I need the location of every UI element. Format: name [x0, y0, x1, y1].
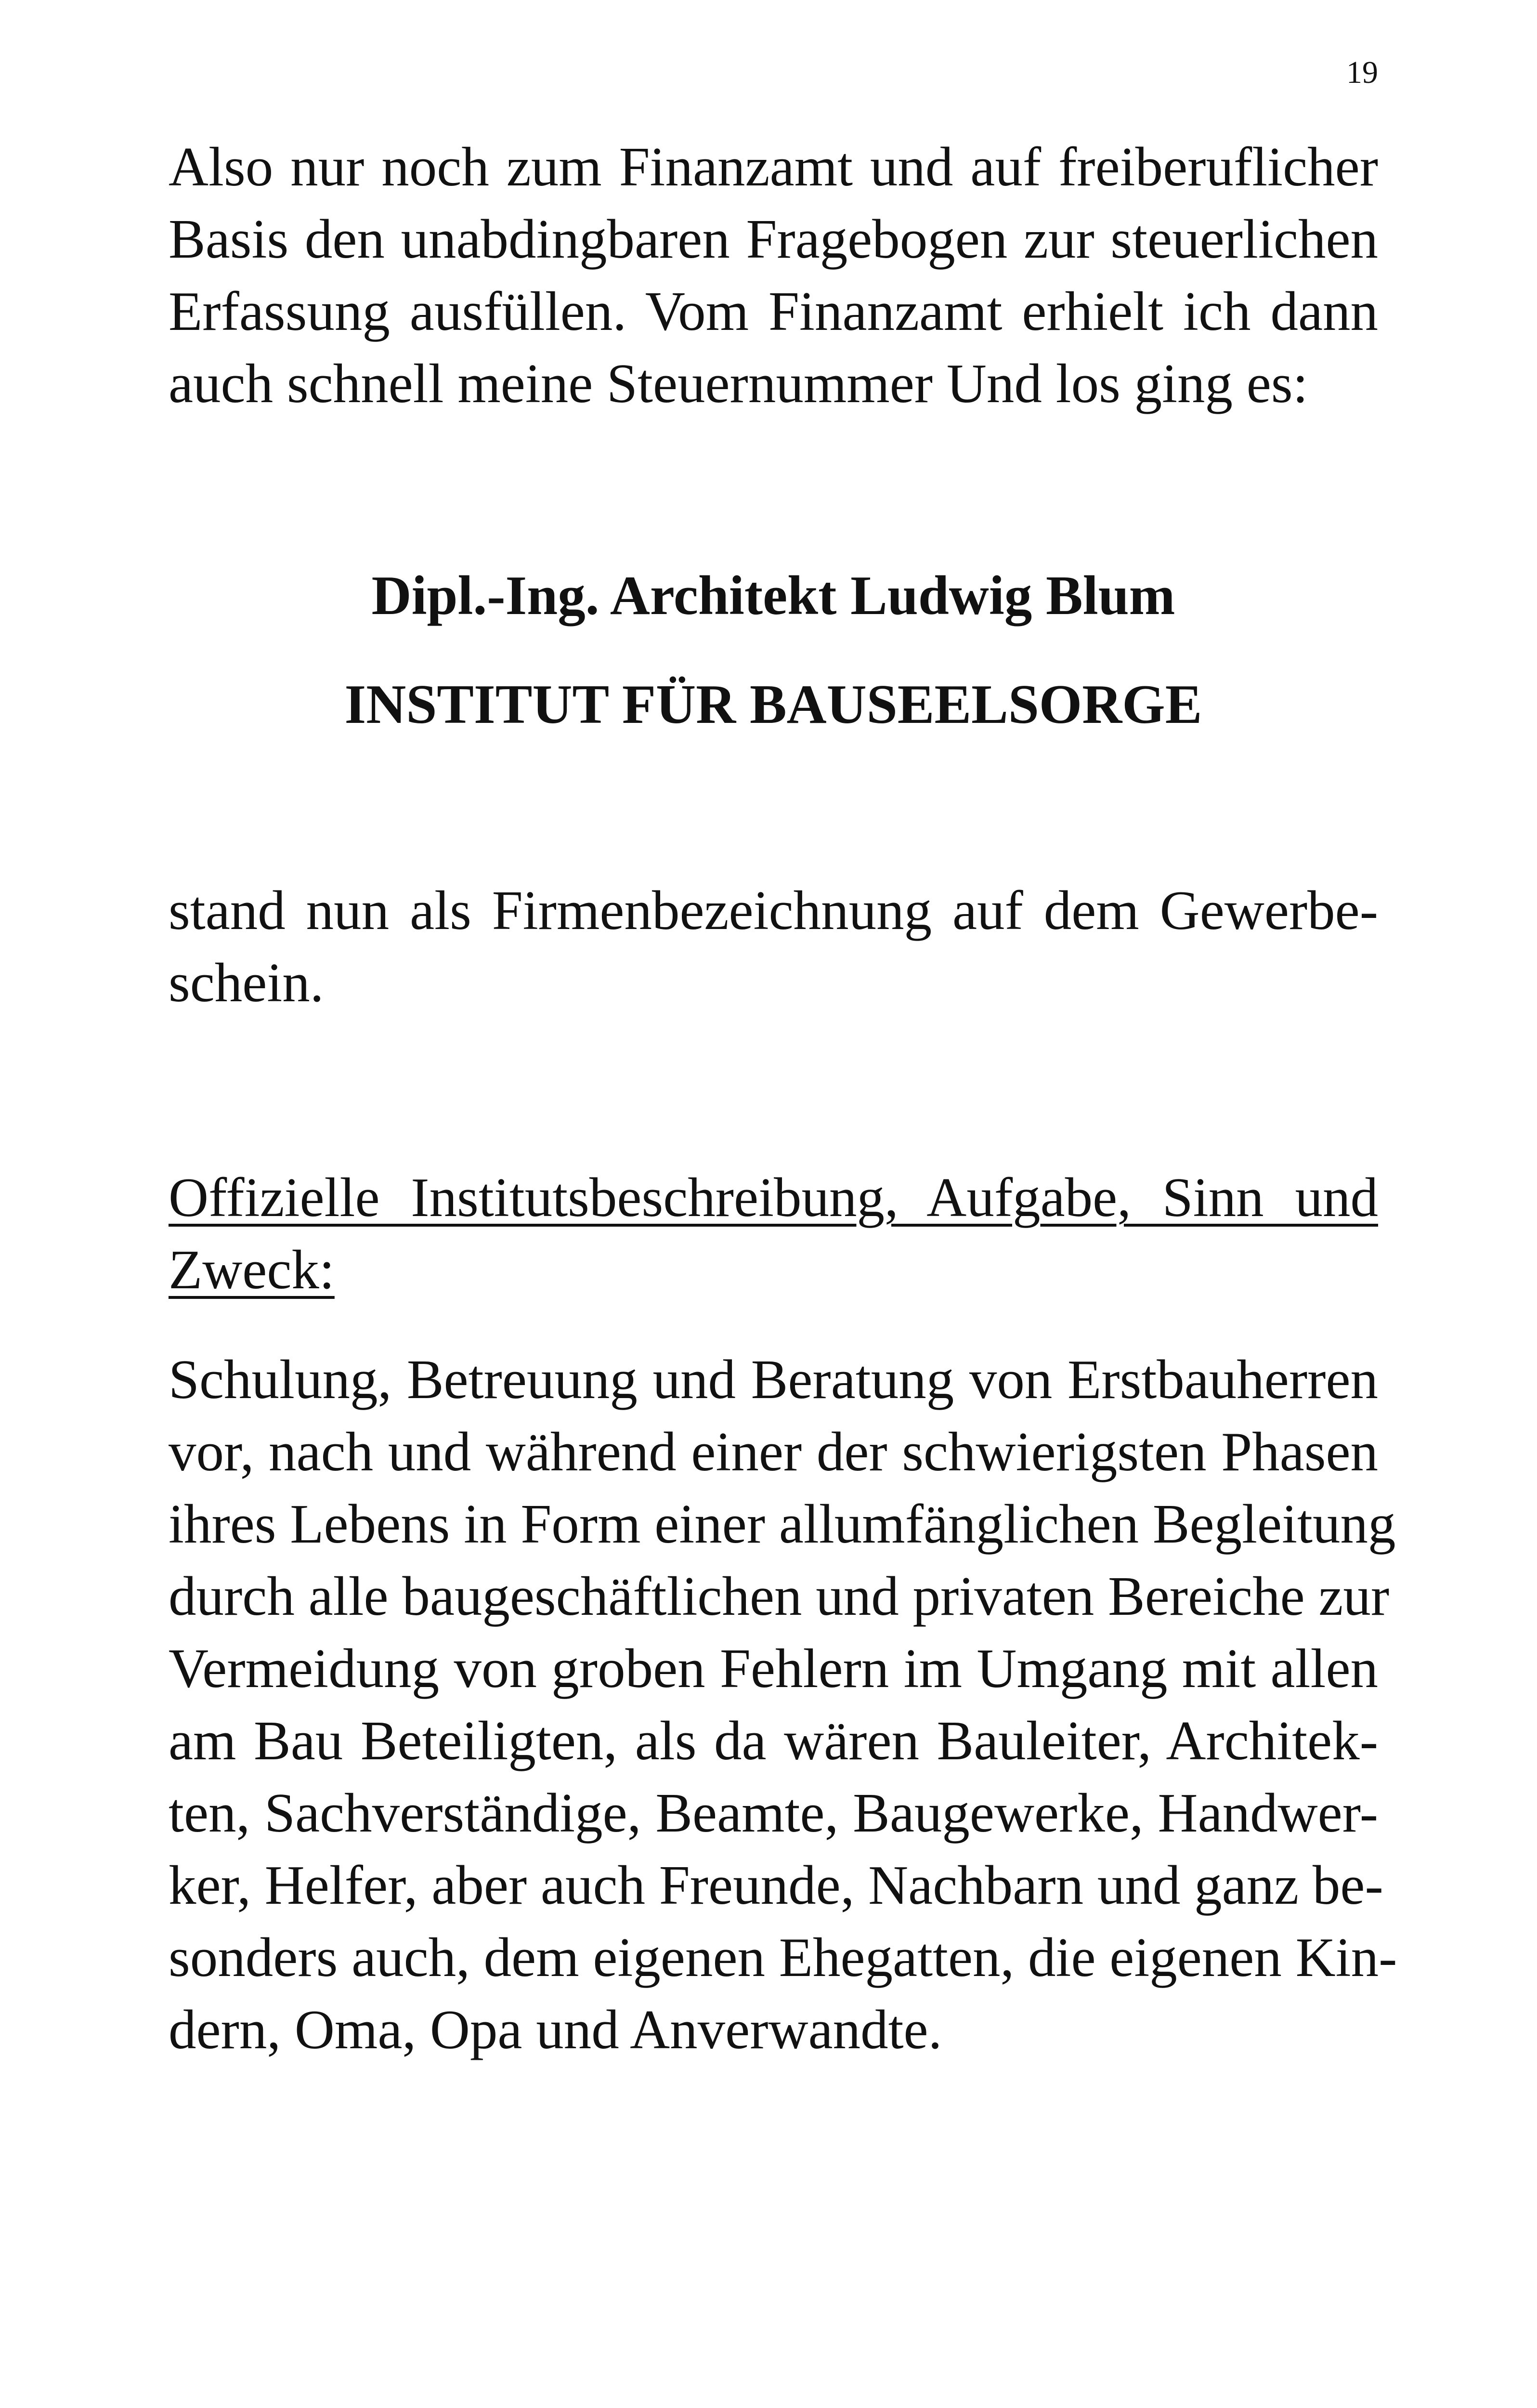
- paragraph-line: schein.: [169, 952, 324, 1013]
- paragraph-line: durch alle baugeschäftlichen und privaten Bereiche zur: [169, 1566, 1390, 1627]
- paragraph-line: stand nun als Firmenbezeichnung auf dem Gewerbe-: [169, 880, 1378, 941]
- section-heading-line: Zweck:: [169, 1239, 335, 1300]
- description-paragraph: [169, 1344, 1397, 2066]
- section-heading: [169, 1162, 1378, 1306]
- paragraph-line: ten, Sachverständige, Beamte, Baugewerke, Handwer-: [169, 1782, 1378, 1844]
- paragraph-line: Vermeidung von groben Fehlern im Umgang mit allen: [169, 1638, 1378, 1699]
- company-designation-paragraph: [169, 875, 1378, 1019]
- paragraph-line: Schulung, Betreuung und Beratung von Erstbauherren: [169, 1349, 1378, 1410]
- company-name-heading: Dipl.-Ing. Architekt Ludwig Blum: [371, 565, 1175, 626]
- paragraph-line: vor, nach und während einer der schwierigsten Phasen: [169, 1421, 1378, 1482]
- paragraph-line: Basis den unabdingbaren Fragebogen zur steuerlichen: [169, 209, 1378, 270]
- intro-paragraph: [169, 131, 1378, 420]
- paragraph-line: Erfassung ausfüllen. Vom Finanzamt erhielt ich dann: [169, 281, 1378, 342]
- paragraph-line: ihres Lebens in Form einer allumfänglichen Begleitung: [169, 1493, 1396, 1555]
- paragraph-line: ker, Helfer, aber auch Freunde, Nachbarn und ganz be-: [169, 1855, 1383, 1916]
- page-number: 19: [1346, 55, 1378, 90]
- paragraph-line: Also nur noch zum Finanzamt und auf freiberuflicher: [169, 136, 1378, 197]
- paragraph-line: auch schnell meine Steuernummer Und los ging es:: [169, 353, 1308, 414]
- paragraph-line: am Bau Beteiligten, als da wären Bauleiter, Architek-: [169, 1710, 1378, 1771]
- paragraph-line: dern, Oma, Opa und Anverwandte.: [169, 1999, 942, 2060]
- institute-heading: INSTITUT FÜR BAUSEELSORGE: [344, 674, 1202, 735]
- section-heading-line: Offizielle Institutsbeschreibung, Aufgabe, Sinn und: [169, 1167, 1378, 1228]
- paragraph-line: sonders auch, dem eigenen Ehegatten, die eigenen Kin-: [169, 1927, 1397, 1988]
